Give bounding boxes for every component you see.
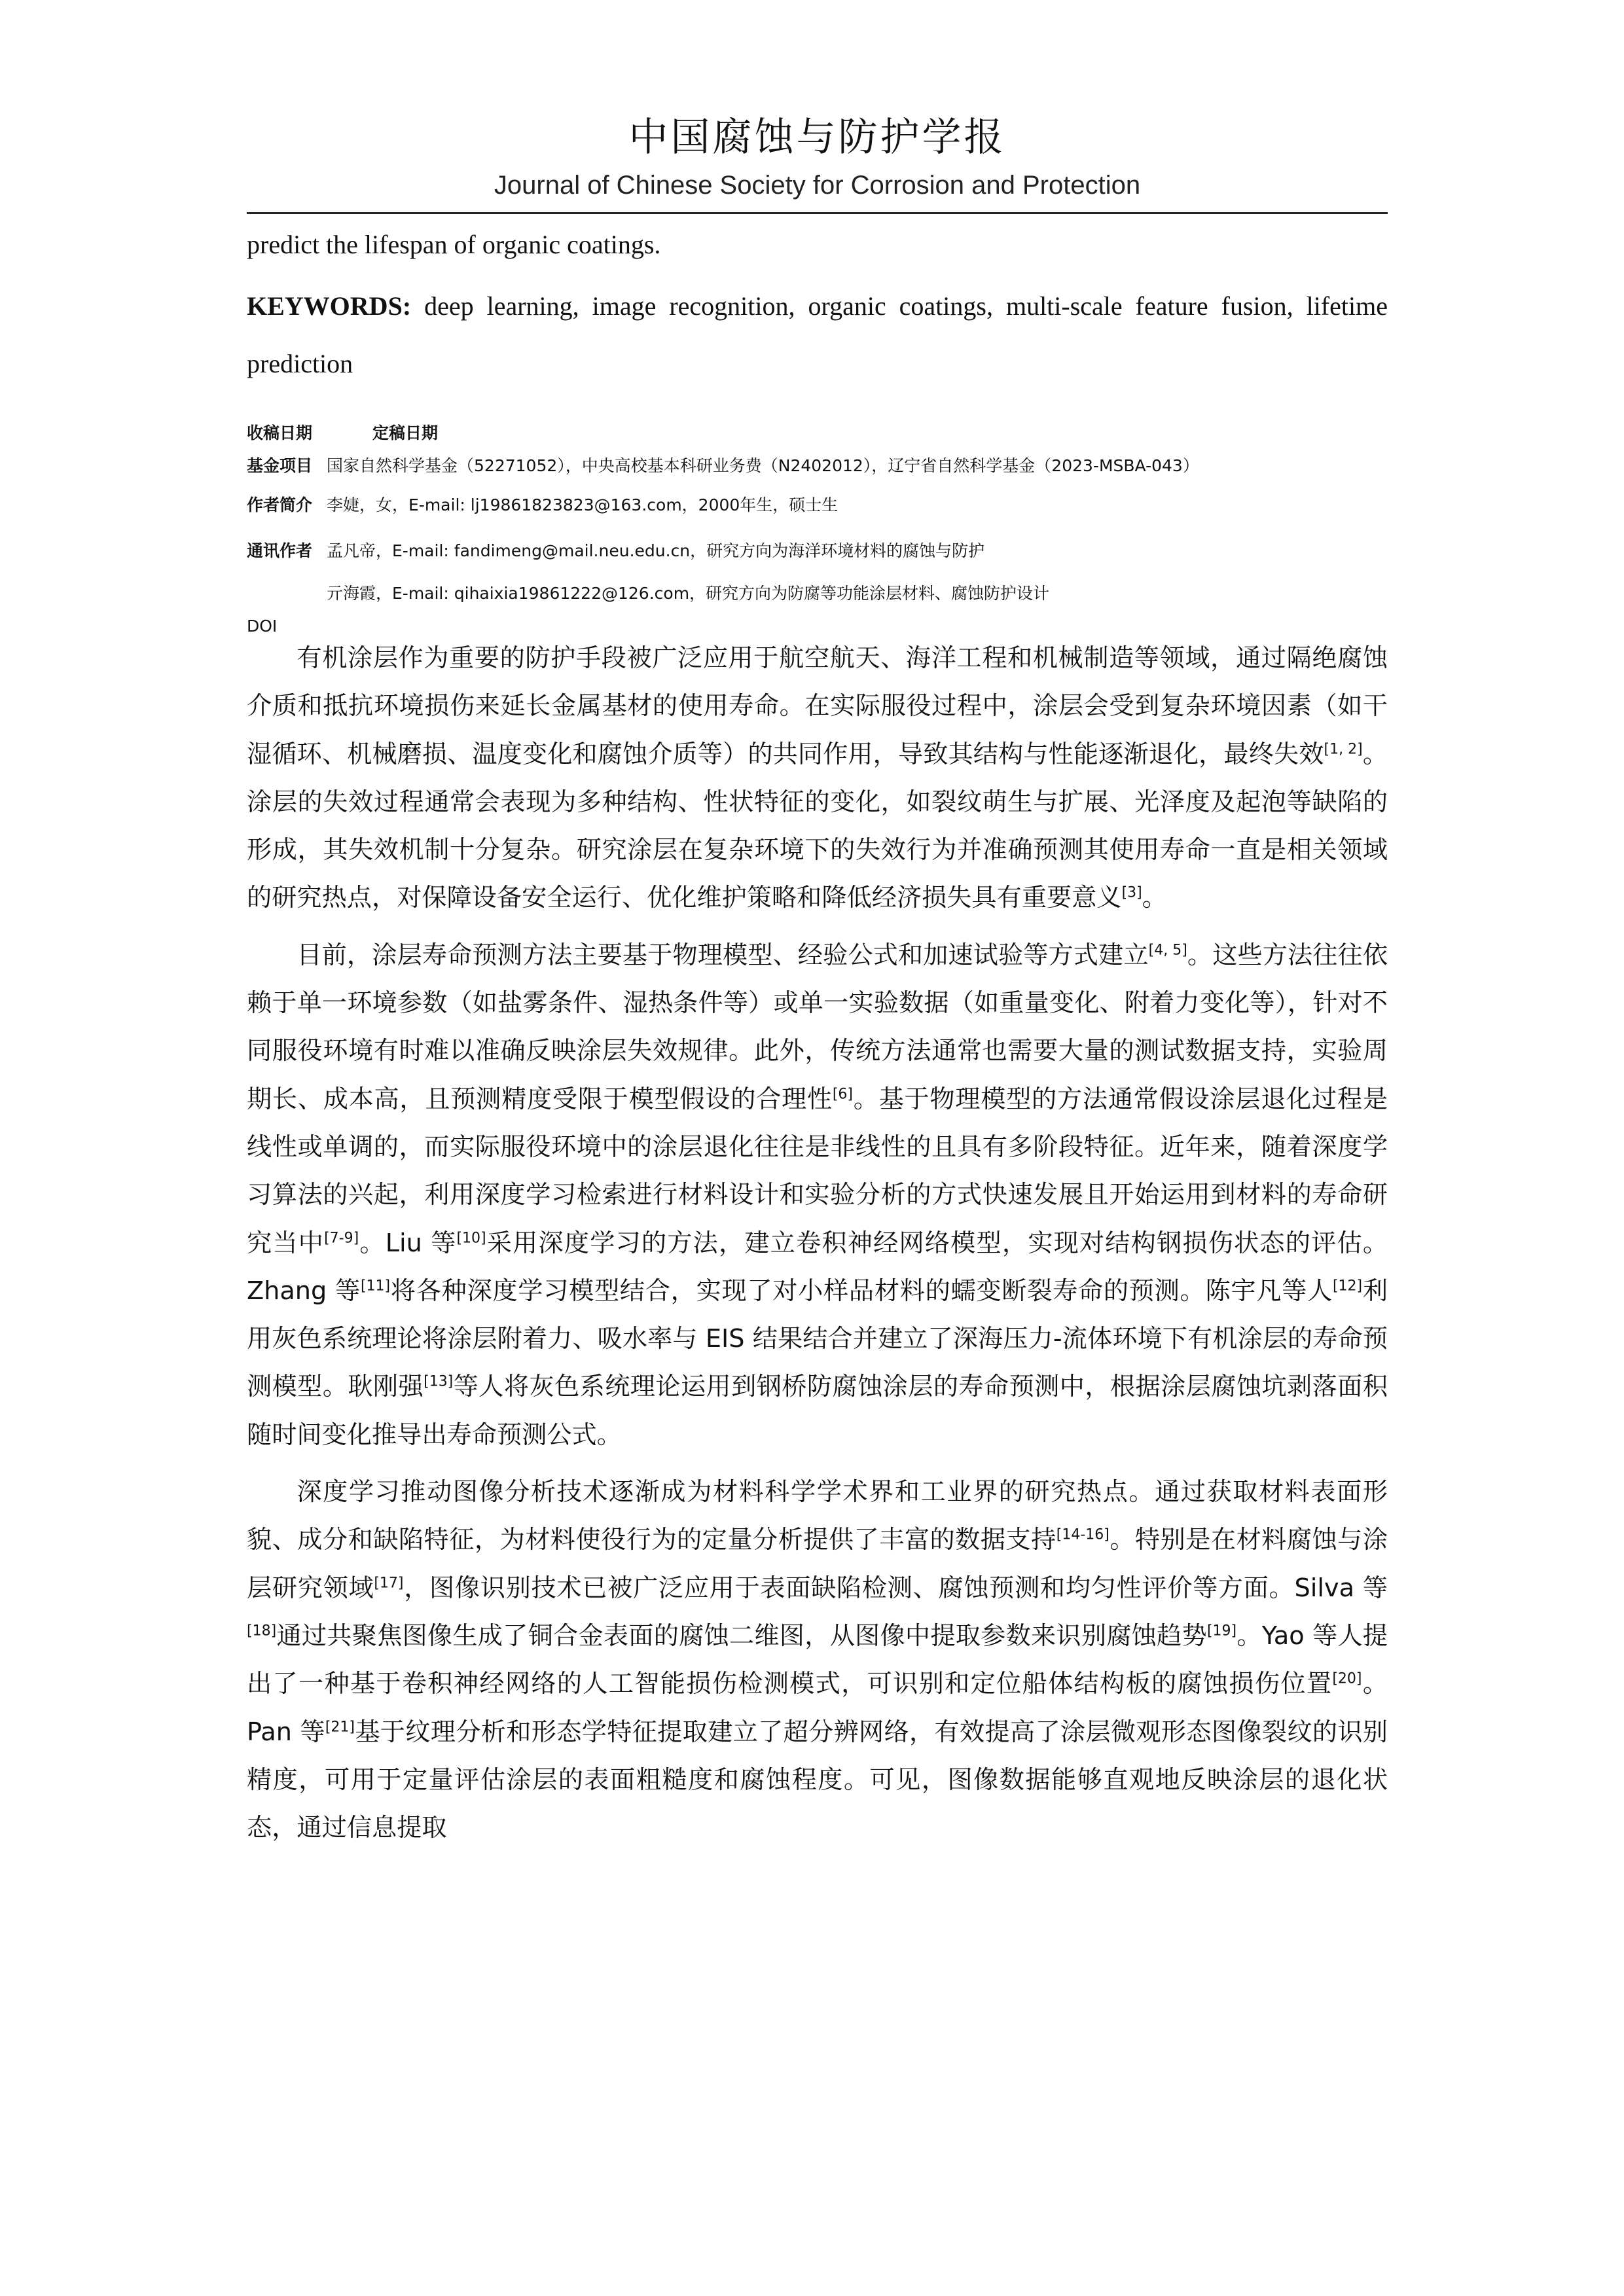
text-run: 。特别是在材料腐蚀与涂层研究领域	[247, 1526, 1388, 1603]
author-line	[247, 491, 838, 520]
received-date-label: 收稿日期	[247, 423, 313, 442]
text-run: 。	[1142, 884, 1167, 913]
citation: [20]	[1332, 1670, 1362, 1687]
text-run: 。涂层的失效过程通常会表现为多种结构、性状特征的变化，如裂纹萌生与扩展、光泽度及起泡等缺陷的形成，其失效机制十分复杂。研究涂层在复杂环境下的失效行为并准确预测其使用寿命一直是相关领域的研究热点，对保障设备安全运行、优化维护策略和降低经济损失具有重要意义	[247, 740, 1388, 913]
journal-header	[247, 108, 1388, 204]
text-run: 。Yao 等人提出了一种基于卷积神经网络的人工智能损伤检测模式，可识别和定位船体结构板的腐蚀损伤位置	[247, 1621, 1388, 1699]
text-run: 。Pan 等	[247, 1670, 1388, 1747]
text-run: 有机涂层作为重要的防护手段被广泛应用于航空航天、海洋工程和机械制造等领域，通过隔绝腐蚀介质和抵抗环境损伤来延长金属基材的使用寿命。在实际服役过程中，涂层会受到复杂环境因素（如干湿循环、机械磨损、温度变化和腐蚀介质等）的共同作用，导致其结构与性能逐渐退化，最终失效	[247, 644, 1388, 769]
journal-title-en: Journal of Chinese Society for Corrosion and Protection	[494, 171, 1141, 200]
corresponding-text-2: 亓海霞，E-mail: qihaixia19861222@126.com，研究方向为防腐等功能涂层材料、腐蚀防护设计	[327, 584, 1050, 603]
text-run: ，图像识别技术已被广泛应用于表面缺陷检测、腐蚀预测和均匀性评价等方面。Silva 等	[403, 1573, 1388, 1603]
text-run: 。这些方法往往依赖于单一环境参数（如盐雾条件、湿热条件等）或单一实验数据（如重量变化、附着力变化等），针对不同服役环境有时难以准确反映涂层失效规律。此外，传统方法通常也需要大量的测试数据支持，实验周期长、成本高，且预测精度受限于模型假设的合理性	[247, 941, 1388, 1114]
citation: [10]	[456, 1229, 486, 1246]
keywords	[247, 278, 1388, 393]
header-divider	[247, 212, 1388, 214]
corresponding-line-1	[247, 537, 984, 565]
citation: [7-9]	[324, 1229, 359, 1246]
corresponding-label: 通讯作者	[247, 541, 313, 560]
citation: [18]	[247, 1623, 277, 1640]
citation: [19]	[1206, 1623, 1237, 1640]
fund-label: 基金项目	[247, 456, 313, 475]
corresponding-text-1: 孟凡帝，E-mail: fandimeng@mail.neu.edu.cn，研究方向为海洋环境材料的腐蚀与防护	[327, 541, 985, 560]
doi-label: DOI	[247, 617, 278, 636]
citation: [6]	[832, 1085, 853, 1102]
text-run: 基于纹理分析和形态学特征提取建立了超分辨网络，有效提高了涂层微观形态图像裂纹的识别精度，可用于定量评估涂层的表面粗糙度和腐蚀程度。可见，图像数据能够直观地反映涂层的退化状态，通过信息提取	[247, 1717, 1388, 1843]
citation: [21]	[325, 1718, 355, 1735]
text-run: 目前，涂层寿命预测方法主要基于物理模型、经验公式和加速试验等方式建立	[297, 941, 1149, 970]
text-run: 深度学习推动图像分析技术逐渐成为材料科学学术界和工业界的研究热点。通过获取材料表面形貌、成分和缺陷特征，为材料使役行为的定量分析提供了丰富的数据支持	[247, 1478, 1388, 1555]
text-run: 。基于物理模型的方法通常假设涂层退化过程是线性或单调的，而实际服役环境中的涂层退化往往是非线性的且具有多阶段特征。近年来，随着深度学习算法的兴起，利用深度学习检索进行材料设计和实验分析的方式快速发展且开始运用到材料的寿命研究当中	[247, 1085, 1388, 1258]
text-run: 将各种深度学习模型结合，实现了对小样品材料的蠕变断裂寿命的预测。陈宇凡等人	[390, 1276, 1333, 1306]
fund-text: 国家自然科学基金（52271052），中央高校基本科研业务费（N2402012），辽宁省自然科学基金（2023-MSBA-043）	[327, 456, 1199, 475]
paragraph-2	[247, 932, 1388, 1460]
citation: [14-16]	[1056, 1526, 1110, 1543]
accepted-date-label: 定稿日期	[372, 423, 439, 442]
citation: [17]	[374, 1574, 404, 1591]
text-run: 通过共聚焦图像生成了铜合金表面的腐蚀二维图，从图像中提取参数来识别腐蚀趋势	[276, 1621, 1207, 1651]
text-run: 采用深度学习的方法，建立卷积神经网络模型，实现对结构钢损伤状态的评估。Zhang 等	[247, 1229, 1388, 1306]
author-text: 李婕，女，E-mail: lj19861823823@163.com，2000年生，硕士生	[327, 495, 839, 514]
fund-line	[247, 452, 1199, 480]
citation: [4, 5]	[1148, 942, 1187, 959]
text-run: 。Liu 等	[359, 1229, 457, 1258]
citation: [13]	[424, 1373, 454, 1390]
journal-title-cn: 中国腐蚀与防护学报	[628, 115, 1006, 160]
citation: [1, 2]	[1324, 740, 1363, 757]
text-run: 等人将灰色系统理论运用到钢桥防腐蚀涂层的寿命预测中，根据涂层腐蚀坑剥落面积随时间变化推导出寿命预测公式。	[247, 1372, 1388, 1450]
citation: [3]	[1121, 884, 1142, 901]
author-label: 作者简介	[247, 495, 313, 514]
citation: [12]	[1332, 1278, 1363, 1295]
keywords-text: deep learning, image recognition, organic coatings, multi-scale feature fusion, lifetime prediction	[247, 291, 1388, 378]
body-text	[247, 635, 1388, 1852]
abstract-tail: predict the lifespan of organic coatings.	[247, 230, 661, 259]
text-run: 利用灰色系统理论将涂层附着力、吸水率与 EIS 结果结合并建立了深海压力-流体环境下有机涂层的寿命预测模型。耿刚强	[247, 1276, 1388, 1402]
paragraph-3	[247, 1469, 1388, 1852]
dates-line	[247, 419, 452, 448]
paragraph-1	[247, 635, 1388, 923]
keywords-label: KEYWORDS:	[247, 291, 412, 321]
citation: [11]	[360, 1278, 391, 1295]
corresponding-line-2	[327, 579, 1049, 608]
